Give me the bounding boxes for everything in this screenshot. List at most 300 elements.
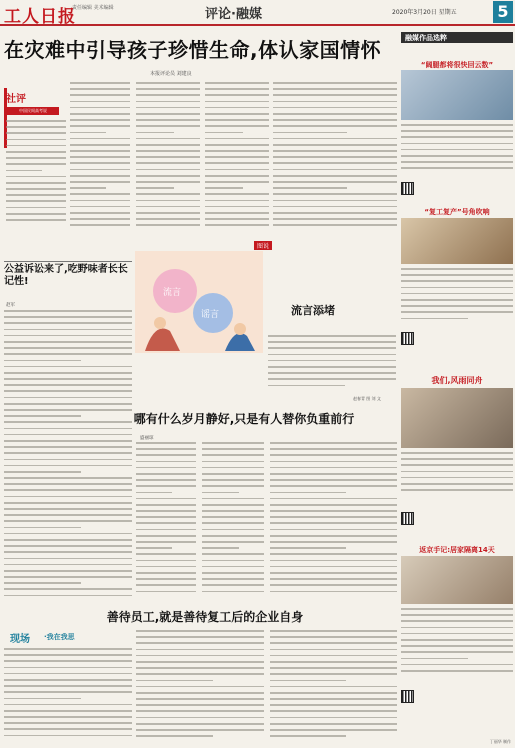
text-line [270, 686, 397, 688]
text-line [6, 213, 66, 215]
illustration-word-1: 流言 [163, 288, 182, 298]
text-line [270, 572, 397, 574]
text-line [6, 139, 66, 141]
text-line [70, 113, 130, 115]
left-sub-text [4, 310, 132, 605]
text-line [205, 113, 269, 115]
bottom-article-col-3 [270, 630, 397, 744]
text-line [401, 664, 513, 666]
text-line [70, 101, 130, 103]
feature-photo-4 [401, 556, 513, 604]
text-line [202, 591, 264, 593]
text-line [136, 224, 200, 226]
text-line [4, 679, 132, 681]
text-line [4, 415, 81, 417]
text-line [401, 452, 513, 454]
text-line [202, 584, 264, 586]
text-line [273, 94, 397, 96]
page-footer-credit: 丁丽华 制作 [489, 739, 511, 744]
text-line [70, 200, 130, 202]
text-line [136, 710, 264, 712]
section-title: 评论·融媒 [205, 7, 262, 22]
text-line [270, 560, 397, 562]
text-line [70, 169, 130, 171]
text-line [4, 722, 132, 724]
text-line [4, 595, 132, 597]
text-line [401, 627, 513, 629]
text-line [270, 566, 397, 568]
qr-code-icon[interactable] [401, 512, 414, 525]
feature-text-3 [401, 452, 513, 500]
text-line [136, 566, 196, 568]
text-line [401, 280, 513, 282]
text-line [401, 318, 468, 320]
text-line [136, 150, 200, 152]
illustration-word-2: 谣言 [201, 310, 220, 320]
text-line [270, 448, 397, 450]
text-line [273, 150, 397, 152]
text-line [268, 366, 396, 368]
text-line [4, 496, 132, 498]
text-line [270, 578, 397, 580]
article-column-1 [70, 82, 130, 232]
text-line [136, 119, 200, 121]
text-line [401, 633, 513, 635]
text-line [6, 194, 66, 196]
text-line [270, 661, 397, 663]
page-number: 5 [493, 1, 513, 23]
text-line [401, 130, 513, 132]
text-line [4, 465, 132, 467]
qr-code-icon[interactable] [401, 332, 414, 345]
text-line [4, 728, 132, 730]
text-line [136, 504, 196, 506]
text-line [273, 181, 397, 183]
feature-text-4 [401, 608, 513, 678]
text-line [6, 207, 66, 209]
text-line [136, 193, 200, 195]
text-line [4, 654, 132, 656]
text-line [4, 551, 132, 553]
text-line [273, 101, 397, 103]
text-line [136, 162, 200, 164]
qr-code-icon[interactable] [401, 182, 414, 195]
text-line [270, 692, 397, 694]
text-line [202, 529, 264, 531]
text-line [401, 293, 513, 295]
text-line [202, 498, 264, 500]
media-selection-title: 融媒作品选粹 [405, 34, 447, 42]
text-line [401, 658, 468, 660]
editor-credits: 责任编辑 美术编辑 [72, 5, 114, 11]
text-line [136, 735, 213, 737]
text-line [270, 510, 397, 512]
text-line [273, 82, 397, 84]
text-line [70, 125, 130, 127]
text-line [270, 492, 346, 494]
text-line [4, 710, 132, 712]
text-line [136, 649, 264, 651]
bottom-article-col-2 [136, 630, 264, 744]
text-line [136, 673, 264, 675]
text-line [4, 520, 132, 522]
text-line [4, 667, 132, 669]
text-line [136, 138, 200, 140]
text-line [136, 547, 172, 549]
text-line [70, 82, 130, 84]
text-line [273, 144, 397, 146]
text-line [270, 649, 397, 651]
text-line [136, 448, 196, 450]
text-line [205, 187, 243, 189]
text-line [270, 673, 397, 675]
article-column-4 [273, 82, 397, 232]
text-line [70, 218, 130, 220]
illustration-caption [268, 335, 396, 395]
text-line [4, 372, 132, 374]
text-line [136, 661, 264, 663]
bottom-headline: 善待员工,就是善待复工后的企业自身 [106, 610, 304, 624]
text-line [4, 428, 132, 430]
text-line [401, 464, 513, 466]
text-line [4, 403, 132, 405]
text-line [270, 522, 397, 524]
text-line [136, 553, 196, 555]
text-line [202, 485, 264, 487]
text-line [136, 560, 196, 562]
text-line [4, 341, 132, 343]
text-line [136, 206, 200, 208]
text-line [401, 299, 513, 301]
text-line [205, 132, 243, 134]
text-line [4, 570, 132, 572]
text-line [4, 735, 132, 737]
text-line [205, 107, 269, 109]
text-line [136, 636, 264, 638]
text-line [4, 716, 132, 718]
text-line [4, 360, 81, 362]
text-line [401, 149, 513, 151]
text-line [268, 378, 396, 380]
text-line [205, 94, 269, 96]
text-line [136, 132, 174, 134]
text-line [70, 156, 130, 158]
text-line [4, 335, 132, 337]
text-line [270, 485, 397, 487]
text-line [270, 723, 397, 725]
text-line [205, 175, 269, 177]
mid-author: 盛丽琼 [140, 436, 154, 441]
text-line [136, 680, 213, 682]
text-line [70, 150, 130, 152]
text-line [4, 558, 132, 560]
text-line [270, 636, 397, 638]
text-line [70, 162, 130, 164]
text-line [6, 120, 66, 122]
text-line [202, 454, 264, 456]
text-line [6, 126, 66, 128]
text-line [136, 461, 196, 463]
text-line [205, 200, 269, 202]
text-line [270, 516, 397, 518]
feature-text-2 [401, 268, 513, 324]
text-line [70, 224, 130, 226]
text-line [270, 642, 397, 644]
text-line [136, 101, 200, 103]
text-line [268, 385, 345, 387]
text-line [136, 88, 200, 90]
text-line [4, 310, 132, 312]
text-line [4, 384, 132, 386]
text-line [401, 136, 513, 138]
text-line [205, 212, 269, 214]
text-line [4, 533, 132, 535]
illustration-tag: 图说 [254, 241, 272, 250]
text-line [401, 477, 513, 479]
text-line [401, 483, 513, 485]
text-line [4, 329, 132, 331]
text-line [6, 200, 66, 202]
text-line [136, 485, 196, 487]
text-line [202, 516, 264, 518]
text-line [4, 397, 132, 399]
text-line [401, 651, 513, 653]
text-line [401, 311, 513, 313]
text-line [70, 88, 130, 90]
text-line [4, 660, 132, 662]
text-line [136, 473, 196, 475]
text-line [4, 576, 132, 578]
text-line [270, 729, 397, 731]
text-line [136, 181, 200, 183]
text-line [273, 193, 397, 195]
text-line [268, 335, 396, 337]
illustration-title: 流言添堵 [291, 304, 335, 317]
text-line [6, 151, 66, 153]
text-line [6, 170, 42, 172]
text-line [270, 710, 397, 712]
text-line [270, 655, 397, 657]
text-line [270, 591, 397, 593]
text-line [136, 535, 196, 537]
text-line [270, 553, 397, 555]
text-line [136, 630, 264, 632]
text-line [205, 138, 269, 140]
text-line [4, 390, 132, 392]
text-line [136, 704, 264, 706]
text-line [4, 471, 81, 473]
main-byline: 本报评论员 刘建良 [150, 71, 192, 77]
text-line [136, 717, 264, 719]
text-line [268, 341, 396, 343]
text-line [4, 527, 81, 529]
feature-title-3: 我们,风雨同舟 [431, 376, 483, 385]
text-line [136, 169, 200, 171]
qr-code-icon[interactable] [401, 690, 414, 703]
mid-article-col-1 [136, 442, 196, 602]
text-line [270, 473, 397, 475]
text-line [70, 144, 130, 146]
left-sub-author: 赵军 [6, 303, 15, 308]
text-line [4, 434, 132, 436]
text-line [136, 729, 264, 731]
text-line [136, 125, 200, 127]
text-line [4, 582, 81, 584]
text-line [401, 471, 513, 473]
text-line [136, 200, 200, 202]
text-line [273, 88, 397, 90]
text-line [4, 564, 132, 566]
text-line [136, 492, 172, 494]
issue-date: 2020年3月20日 星期五 [392, 9, 457, 16]
text-line [136, 454, 196, 456]
editorial-tag: 社评 [6, 94, 26, 105]
text-line [70, 193, 130, 195]
feature-title-2: “复工复产”号角吹响 [424, 208, 490, 216]
text-line [270, 504, 397, 506]
text-line [401, 639, 513, 641]
text-line [136, 94, 200, 96]
text-line [202, 553, 264, 555]
text-line [270, 704, 397, 706]
text-line [270, 461, 397, 463]
text-line [273, 200, 397, 202]
text-line [6, 182, 66, 184]
text-line [205, 150, 269, 152]
text-line [401, 670, 513, 672]
text-line [136, 667, 264, 669]
text-line [136, 686, 264, 688]
text-line [4, 366, 132, 368]
text-line [205, 119, 269, 121]
text-line [136, 113, 200, 115]
text-line [70, 206, 130, 208]
text-line [4, 539, 132, 541]
feature-photo-1 [401, 70, 513, 120]
article-column-3 [205, 82, 269, 232]
text-line [205, 82, 269, 84]
text-line [401, 274, 513, 276]
text-line [401, 614, 513, 616]
text-line [270, 541, 397, 543]
text-line [401, 155, 513, 157]
text-line [136, 723, 264, 725]
illustration [135, 251, 263, 353]
text-line [4, 483, 132, 485]
text-line [136, 516, 196, 518]
text-line [136, 642, 264, 644]
text-line [202, 547, 239, 549]
text-line [401, 458, 513, 460]
mid-headline: 哪有什么岁月静好,只是有人替你负重前行 [133, 412, 355, 426]
text-line [270, 667, 397, 669]
text-line [270, 529, 397, 531]
text-line [205, 125, 269, 127]
text-line [4, 440, 132, 442]
text-line [136, 144, 200, 146]
text-line [70, 119, 130, 121]
text-line [202, 578, 264, 580]
text-line [273, 162, 397, 164]
text-line [205, 218, 269, 220]
text-line [202, 467, 264, 469]
feature-photo-2 [401, 218, 513, 264]
text-line [136, 218, 200, 220]
text-line [4, 691, 132, 693]
text-line [70, 107, 130, 109]
text-line [6, 188, 66, 190]
text-line [273, 125, 397, 127]
text-line [136, 510, 196, 512]
text-line [4, 698, 81, 700]
text-line [273, 175, 397, 177]
text-line [136, 467, 196, 469]
text-line [4, 673, 132, 675]
text-line [4, 452, 132, 454]
text-line [270, 717, 397, 719]
text-line [273, 224, 397, 226]
illustration-credit: 赵春青 图 刘 文 [353, 396, 381, 401]
text-line [4, 545, 132, 547]
text-line [273, 212, 397, 214]
text-line [136, 655, 264, 657]
text-line [136, 572, 196, 574]
text-line [4, 353, 132, 355]
text-line [401, 489, 513, 491]
text-line [268, 347, 396, 349]
text-line [273, 113, 397, 115]
text-line [202, 461, 264, 463]
text-line [273, 132, 347, 134]
text-line [6, 219, 66, 221]
column-subtag: ·我在我思 [44, 633, 75, 641]
text-line [202, 510, 264, 512]
text-line [136, 479, 196, 481]
text-line [401, 287, 513, 289]
cartoon-illustration [135, 251, 263, 353]
text-line [270, 680, 346, 682]
text-line [401, 645, 513, 647]
mid-article-col-2 [202, 442, 264, 602]
feature-title-1: “阔腿都将很快回云数” [420, 61, 494, 69]
text-line [136, 212, 200, 214]
feature-text-1 [401, 124, 513, 176]
editorial-column-text [6, 120, 66, 230]
text-line [202, 479, 264, 481]
text-line [136, 175, 200, 177]
text-line [270, 442, 397, 444]
feature-photo-3 [401, 388, 513, 448]
text-line [4, 477, 132, 479]
text-line [273, 138, 397, 140]
text-line [6, 163, 66, 165]
text-line [270, 535, 397, 537]
text-line [205, 181, 269, 183]
text-line [270, 698, 397, 700]
text-line [136, 522, 196, 524]
text-line [205, 101, 269, 103]
text-line [70, 181, 130, 183]
mid-article-col-3 [270, 442, 397, 602]
editorial-subtag: 中国民间高考说 [7, 107, 59, 115]
text-line [4, 685, 132, 687]
text-line [205, 88, 269, 90]
text-line [202, 448, 264, 450]
text-line [70, 175, 130, 177]
text-line [273, 169, 397, 171]
left-sub-headline: 公益诉讼来了,吃野味者长长记性! [4, 261, 132, 288]
text-line [401, 143, 513, 145]
